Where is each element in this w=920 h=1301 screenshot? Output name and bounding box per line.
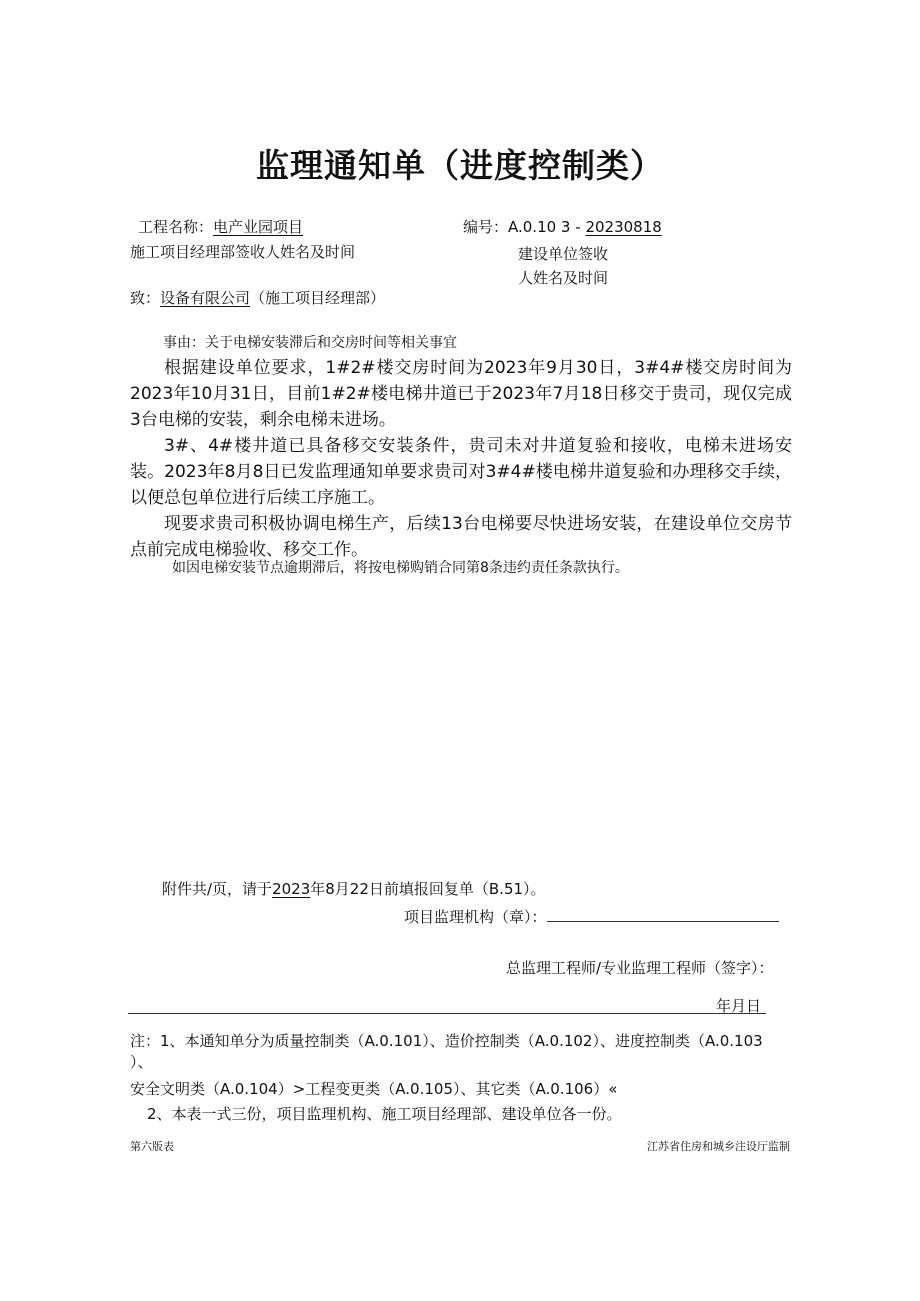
project-name-row [138,216,303,237]
addressee-label: 致： [130,289,161,307]
footer-edition: 第六版表 [130,1140,174,1153]
document-number-label: 编号：A.0.10 3 - [463,218,586,236]
owner-sign-label-line1: 建设单位签收 [518,245,609,263]
note-line-1-continuation: ）、 [130,1053,153,1071]
addressee-value: 设备有限公司 [160,289,251,307]
body-paragraph-3: 现要求贵司积极协调电梯生产，后续13台电梯要尽快进场安装，在建设单位交房节点前完成电梯验收、移交工作。 [130,514,792,560]
owner-sign-label-line2: 人姓名及时间 [518,269,609,287]
addressee-suffix: （施工项目经理部） [250,289,386,307]
note-line-3: 2、本表一式三份，项目监理机构、施工项目经理部、建设单位各一份。 [147,1105,622,1123]
project-name-value: 电产业园项目 [213,218,304,236]
reason-line: 事由：关于电梯安装滞后和交房时间等相关事宜 [163,335,457,351]
attachment-prefix: 附件共/页，请于 [162,880,273,898]
document-number-row [463,216,662,237]
chief-engineer-signature-label: 总监理工程师/专业监理工程师（签字）： [506,959,774,977]
attachment-suffix: 年8月22日前填报回复单（B.51）。 [310,880,546,898]
document-number-value: 20230818 [585,218,662,236]
addressee-row [130,287,385,308]
supervision-org-label: 项目监理机构（章）： [404,908,547,926]
signature-divider [128,1013,766,1014]
attachment-line [162,878,546,899]
note-line-1: 注：1、本通知单分为质量控制类（A.0.101）、造价控制类（A.0.102）、进度控制类（A.0.103 [130,1032,763,1050]
reply-year: 2023 [272,880,311,898]
notice-body [130,355,792,563]
footer-issuer: 江苏省住房和城乡注设厅监制 [647,1140,790,1153]
supervision-org-row [404,906,779,927]
seal-line [547,907,779,922]
body-paragraph-1: 根据建设单位要求，1#2#楼交房时间为2023年9月30日，3#4#楼交房时间为2023年10月31日，目前1#2#楼电梯井道已于2023年7月18日移交于贵司，现仅完成3台电梯的安装，剩余电梯未进场。 [130,358,792,430]
date-label: 年月日 [716,997,762,1015]
construction-sign-label: 施工项目经理部签收人姓名及时间 [130,243,356,261]
note-line-2: 安全文明类（A.0.104）>工程变更类（A.0.105）、其它类（A.0.106）« [130,1080,618,1098]
page-title: 监理通知单（进度控制类） [256,146,664,185]
project-name-label: 工程名称： [138,218,214,236]
body-paragraph-2: 3#、4#楼井道已具备移交安装条件，贵司未对井道复验和接收，电梯未进场安装。2023年8月8日已发监理通知单要求贵司对3#4#楼电梯井道复验和办理移交手续，以便总包单位进行后续工序施工。 [130,436,792,508]
penalty-note: 如因电梯安装节点逾期滞后，将按电梯购销合同第8条违约责任条款执行。 [172,560,629,576]
